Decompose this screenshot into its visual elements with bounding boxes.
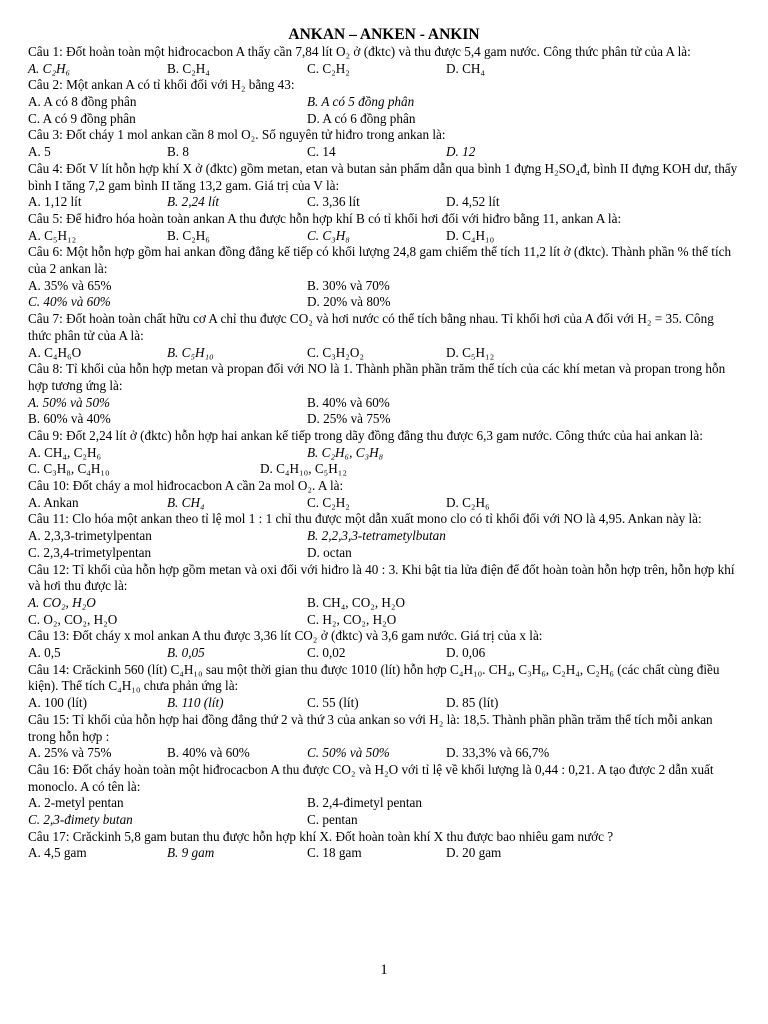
question-5-option-4: D. C₄H₁₀: [446, 227, 495, 243]
options-row: [28, 278, 740, 295]
question-15-option-2: B. 40% và 60%: [167, 745, 250, 761]
question-11-option-4: D. octan: [307, 544, 352, 560]
question-8-option-3: B. 60% và 40%: [28, 411, 111, 427]
question-7-option-3: C. C₃H₂O₂: [307, 344, 365, 360]
question-5-option-1: A. C₅H₁₂: [28, 227, 77, 243]
question-14: Câu 14: Crăckinh 560 (lít) C₄H₁₀ sau một thời gian thu được 1010 (lít) hỗn hợp C₄H₁₀. CH₄, C₃H₆, C₂H₄, C₂H₆ (các chất cùng điều kiện). Thể tích C₄H₁₀ chưa phản ứng là:: [28, 661, 720, 694]
question-2-option-2: B. A có 5 đồng phân: [307, 94, 415, 110]
question-14-option-1: A. 100 (lít): [28, 695, 87, 711]
options-row: [28, 345, 740, 362]
question-16: Câu 16: Đốt cháy hoàn toàn một hiđrocacbon A thu được CO₂ và H₂O với tỉ lệ về khối lượng là 0,44 : 0,21. A tạo được 2 dẫn xuất monoclo. A có tên là:: [28, 761, 714, 794]
question-1: Câu 1: Đốt hoàn toàn một hiđrocacbon A thấy cần 7,84 lít O₂ ở (đktc) và thu được 5,4 gam nước. Công thức phân tử của A là:: [28, 44, 691, 59]
question-13-option-4: D. 0,06: [446, 645, 486, 661]
question-7-option-2: B. C₅H₁₀: [167, 344, 214, 360]
question-1-option-2: B. C₂H₄: [167, 60, 210, 76]
options-row: [28, 94, 740, 111]
question-3: Câu 3: Đốt cháy 1 mol ankan cần 8 mol O₂. Số nguyên tử hiđro trong ankan là:: [28, 127, 446, 143]
question-11-option-1: A. 2,3,3-trimetylpentan: [28, 528, 152, 544]
page-number: 1: [380, 962, 388, 978]
question-12-option-2: B. CH₄, CO₂, H₂O: [307, 594, 406, 610]
question-16-option-3: C. 2,3-đimety butan: [28, 812, 133, 827]
question-10-option-3: C. C₂H₂: [307, 494, 350, 510]
options-row: [28, 395, 740, 412]
question-3-option-4: D. 12: [446, 144, 476, 160]
question-11-option-2: B. 2,2,3,3-tetrametylbutan: [307, 528, 446, 544]
options-row: [28, 445, 740, 462]
options-row: [28, 795, 740, 812]
question-13-option-1: A. 0,5: [28, 645, 61, 661]
question-6: Câu 6: Một hỗn hợp gồm hai ankan đồng đẳng kế tiếp có khối lượng 24,8 gam chiếm thể tích 11,2 lít ở (đktc). Thành phần % thể tích của 2 ankan là:: [28, 244, 732, 277]
question-15-option-1: A. 25% và 75%: [28, 745, 112, 761]
question-3-option-2: B. 8: [167, 144, 189, 160]
options-row: [28, 294, 740, 311]
question-9-option-2: B. C₂H₆, C₃H₈: [307, 444, 384, 460]
question-12-option-3: C. O₂, CO₂, H₂O: [28, 611, 118, 627]
options-row: [28, 545, 740, 562]
question-3-option-3: C. 14: [307, 144, 336, 160]
question-12-option-4: C. H₂, CO₂, H₂O: [307, 611, 397, 627]
question-1-option-4: D. CH₄: [446, 60, 486, 76]
question-6-option-2: B. 30% và 70%: [307, 277, 390, 293]
options-row: [28, 61, 740, 78]
options-row: [28, 495, 740, 512]
question-1-option-3: C. C₂H₂: [307, 60, 350, 76]
question-9-option-1: A. CH₄, C₂H₆: [28, 444, 102, 460]
question-4-option-2: B. 2,24 lít: [167, 194, 220, 210]
question-7-option-4: D. C₅H₁₂: [446, 344, 495, 360]
options-row: [28, 812, 740, 829]
question-8: Câu 8: Tỉ khối của hỗn hợp metan và propan đối với NO là 1. Thành phần phần trăm thể tích của các khí metan và propan trong hỗn hợp tương ứng là:: [28, 361, 726, 393]
question-5-option-2: B. C₂H₆: [167, 227, 210, 243]
question-13-option-2: B. 0,05: [167, 645, 205, 661]
question-10-option-2: B. CH₄: [167, 494, 205, 510]
options-row: [28, 111, 740, 128]
options-row: [28, 745, 740, 762]
question-8-option-2: B. 40% và 60%: [307, 394, 390, 410]
options-row: [28, 612, 740, 629]
question-11-option-3: C. 2,3,4-trimetylpentan: [28, 544, 152, 560]
question-14-option-3: C. 55 (lít): [307, 695, 359, 711]
document-body: [28, 26, 740, 862]
question-16-option-4: C. pentan: [307, 812, 358, 827]
question-4: Câu 4: Đốt V lít hỗn hợp khí X ở (đktc) gồm metan, etan và butan sản phẩm dẫn qua bình 1 đựng H₂SO₄đ, bình II đựng KOH dư, thấy bình I tăng 7,2 gam bình II tăng 13,2 gam. Giá trị của V là:: [28, 160, 738, 193]
question-5: Câu 5: Để hiđro hóa hoàn toàn ankan A thu được hỗn hợp khí B có tỉ khối hơi đối với hiđro bằng 11, ankan A là:: [28, 210, 622, 226]
options-row: [28, 845, 740, 862]
question-8-option-4: D. 25% và 75%: [307, 411, 391, 427]
question-7: Câu 7: Đốt hoàn toàn chất hữu cơ A chỉ thu được CO₂ và hơi nước có thể tích bằng nhau. Tỉ khối hơi của A đối với H₂ = 35. Công thức phân tử của A là:: [28, 311, 714, 343]
question-5-option-3: C. C₃H₈: [307, 227, 350, 243]
question-12: Câu 12: Tỉ khối của hỗn hợp gồm metan và oxi đối với hiđro là 40 : 3. Khi bật tia lửa điện để đốt hoàn toàn hỗn hợp trên, hỗn hợp khí và hơi thu được là:: [28, 561, 735, 594]
document-title: ANKAN – ANKEN - ANKIN: [288, 26, 480, 43]
question-8-option-1: A. 50% và 50%: [28, 394, 111, 410]
question-4-option-3: C. 3,36 lít: [307, 194, 360, 210]
question-15: Câu 15: Tỉ khối của hỗn hợp hai đồng đẳng thứ 2 và thứ 3 của ankan so với H₂ là: 18,5. Thành phần phần trăm thể tích mỗi ankan trong hỗn hợp :: [28, 711, 713, 744]
question-9-option-4: D. C₄H₁₀, C₅H₁₂: [260, 461, 347, 477]
question-15-option-3: C. 50% và 50%: [307, 745, 390, 761]
question-6-option-1: A. 35% và 65%: [28, 277, 112, 293]
options-row: [28, 228, 740, 245]
question-17-option-4: D. 20 gam: [446, 845, 502, 861]
question-4-option-1: A. 1,12 lít: [28, 194, 82, 210]
question-3-option-1: A. 5: [28, 144, 51, 160]
question-2-option-1: A. A có 8 đồng phân: [28, 94, 137, 110]
options-row: [28, 411, 740, 428]
options-row: [28, 528, 740, 545]
options-row: [28, 461, 740, 478]
question-15-option-4: D. 33,3% và 66,7%: [446, 745, 550, 761]
question-1-option-1: A. C₂H₆: [28, 60, 71, 76]
question-6-option-3: C. 40% và 60%: [28, 294, 111, 310]
question-12-option-1: A. CO₂, H₂O: [28, 594, 96, 610]
question-14-option-4: D. 85 (lít): [446, 695, 499, 711]
question-17-option-1: A. 4,5 gam: [28, 845, 87, 861]
question-13-option-3: C. 0,02: [307, 645, 346, 661]
question-2-option-3: C. A có 9 đồng phân: [28, 110, 136, 126]
question-9-option-3: C. C₃H₈, C₄H₁₀: [28, 461, 110, 477]
question-17: Câu 17: Crăckinh 5,8 gam butan thu được hỗn hợp khí X. Đốt hoàn toàn khí X thu được bao nhiêu gam nước ?: [28, 828, 614, 844]
question-16-option-2: B. 2,4-đimetyl pentan: [307, 795, 423, 811]
question-4-option-4: D. 4,52 lít: [446, 194, 500, 210]
options-row: [28, 194, 740, 211]
question-10-option-4: D. C₂H₆: [446, 494, 490, 510]
question-10-option-1: A. Ankan: [28, 494, 79, 510]
options-row: [28, 595, 740, 612]
question-14-option-2: B. 110 (lít): [167, 695, 224, 711]
question-7-option-1: A. C₄H₆O: [28, 344, 82, 360]
question-16-option-1: A. 2-metyl pentan: [28, 795, 124, 811]
question-17-option-3: C. 18 gam: [307, 845, 362, 861]
question-11: Câu 11: Clo hóa một ankan theo tỉ lệ mol 1 : 1 chỉ thu được một dẫn xuất mono clo có tỉ khối đối với NO là 4,95. Ankan này là:: [28, 511, 702, 527]
question-10: Câu 10: Đốt cháy a mol hiđrocacbon A cần 2a mol O₂. A là:: [28, 478, 344, 494]
question-6-option-4: D. 20% và 80%: [307, 294, 391, 310]
options-row: [28, 695, 740, 712]
question-list: [28, 44, 740, 862]
question-17-option-2: B. 9 gam: [167, 845, 215, 861]
question-2-option-4: D. A có 6 đồng phân: [307, 110, 416, 126]
options-row: [28, 144, 740, 161]
question-13: Câu 13: Đốt cháy x mol ankan A thu được 3,36 lít CO₂ ở (đktc) và 3,6 gam nước. Giá trị của x là:: [28, 628, 543, 644]
options-row: [28, 645, 740, 662]
question-2: Câu 2: Một ankan A có tỉ khối đối với H₂ bằng 43:: [28, 77, 295, 93]
question-9: Câu 9: Đốt 2,24 lít ở (đktc) hỗn hợp hai ankan kế tiếp trong dãy đồng đẳng thu được 6,3 gam nước. Công thức của hai ankan là:: [28, 428, 703, 443]
